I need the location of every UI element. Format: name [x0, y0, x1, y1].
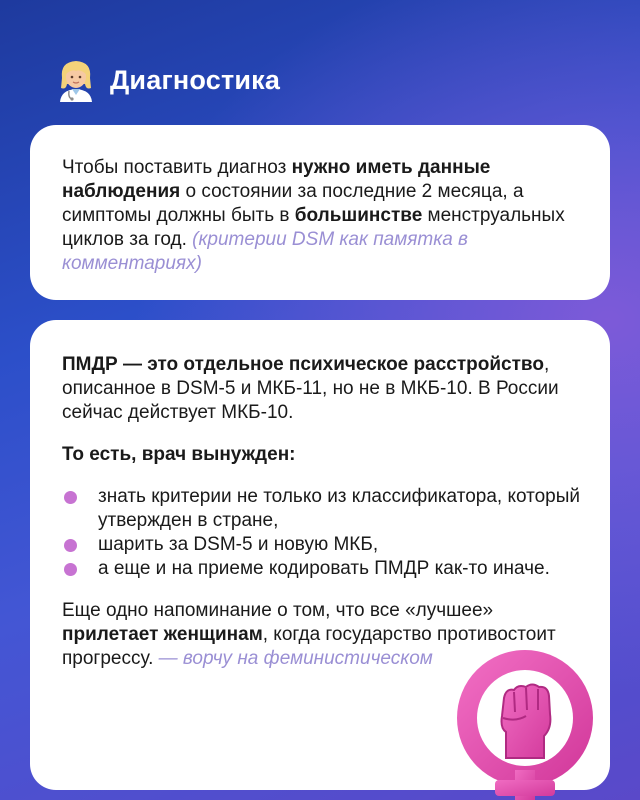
list-item [62, 557, 582, 581]
text-segment: Чтобы поставить диагноз [62, 157, 292, 178]
bullet-dot-icon [64, 563, 77, 576]
text-segment: , описанное в DSM-5 и МКБ-11, но не в МКБ-10. В России сейчас действует МКБ-10. [62, 354, 559, 423]
bullet-list [62, 485, 582, 581]
list-item [62, 533, 582, 557]
list-item-text: знать критерии не только из классификатора, который утвержден в стране, [98, 486, 581, 531]
text-bold: большинстве [294, 205, 423, 226]
doctor-forced-heading [62, 443, 582, 467]
text-segment: менструальных циклов за год. [62, 205, 565, 250]
text-segment: , когда государство противостоит прогрессу. [62, 624, 556, 669]
header [56, 58, 280, 102]
dsm-note: (критерии DSM как памятка в комментариях) [62, 229, 468, 274]
pmdd-definition [62, 353, 582, 425]
text-bold: ПМДР — это отдельное психическое расстройство [62, 354, 544, 375]
bullet-dot-icon [64, 491, 77, 504]
woman-health-worker-icon [56, 58, 96, 102]
text-segment: Еще одно напоминание о том, что все «лучшее» [62, 600, 494, 621]
list-item-text: шарить за DSM-5 и новую МКБ, [98, 534, 379, 555]
text-segment: о состоянии за последние 2 месяца, а симптомы должны быть в [62, 181, 524, 226]
feminist-fist-icon [440, 640, 610, 800]
bullet-dot-icon [64, 539, 77, 552]
grumble-note: — ворчу на феминистическом [158, 648, 433, 669]
diagnosis-text [62, 156, 582, 276]
list-item [62, 485, 582, 533]
text-bold: нужно иметь данные наблюдения [62, 157, 491, 202]
list-item-text: а еще и на приеме кодировать ПМДР как-то иначе. [98, 558, 550, 579]
page-title: Диагностика [110, 64, 281, 95]
text-bold: То есть, врач вынужден: [62, 444, 296, 465]
text-bold: прилетает женщинам [62, 624, 263, 645]
diagnosis-criteria-card [30, 125, 610, 300]
